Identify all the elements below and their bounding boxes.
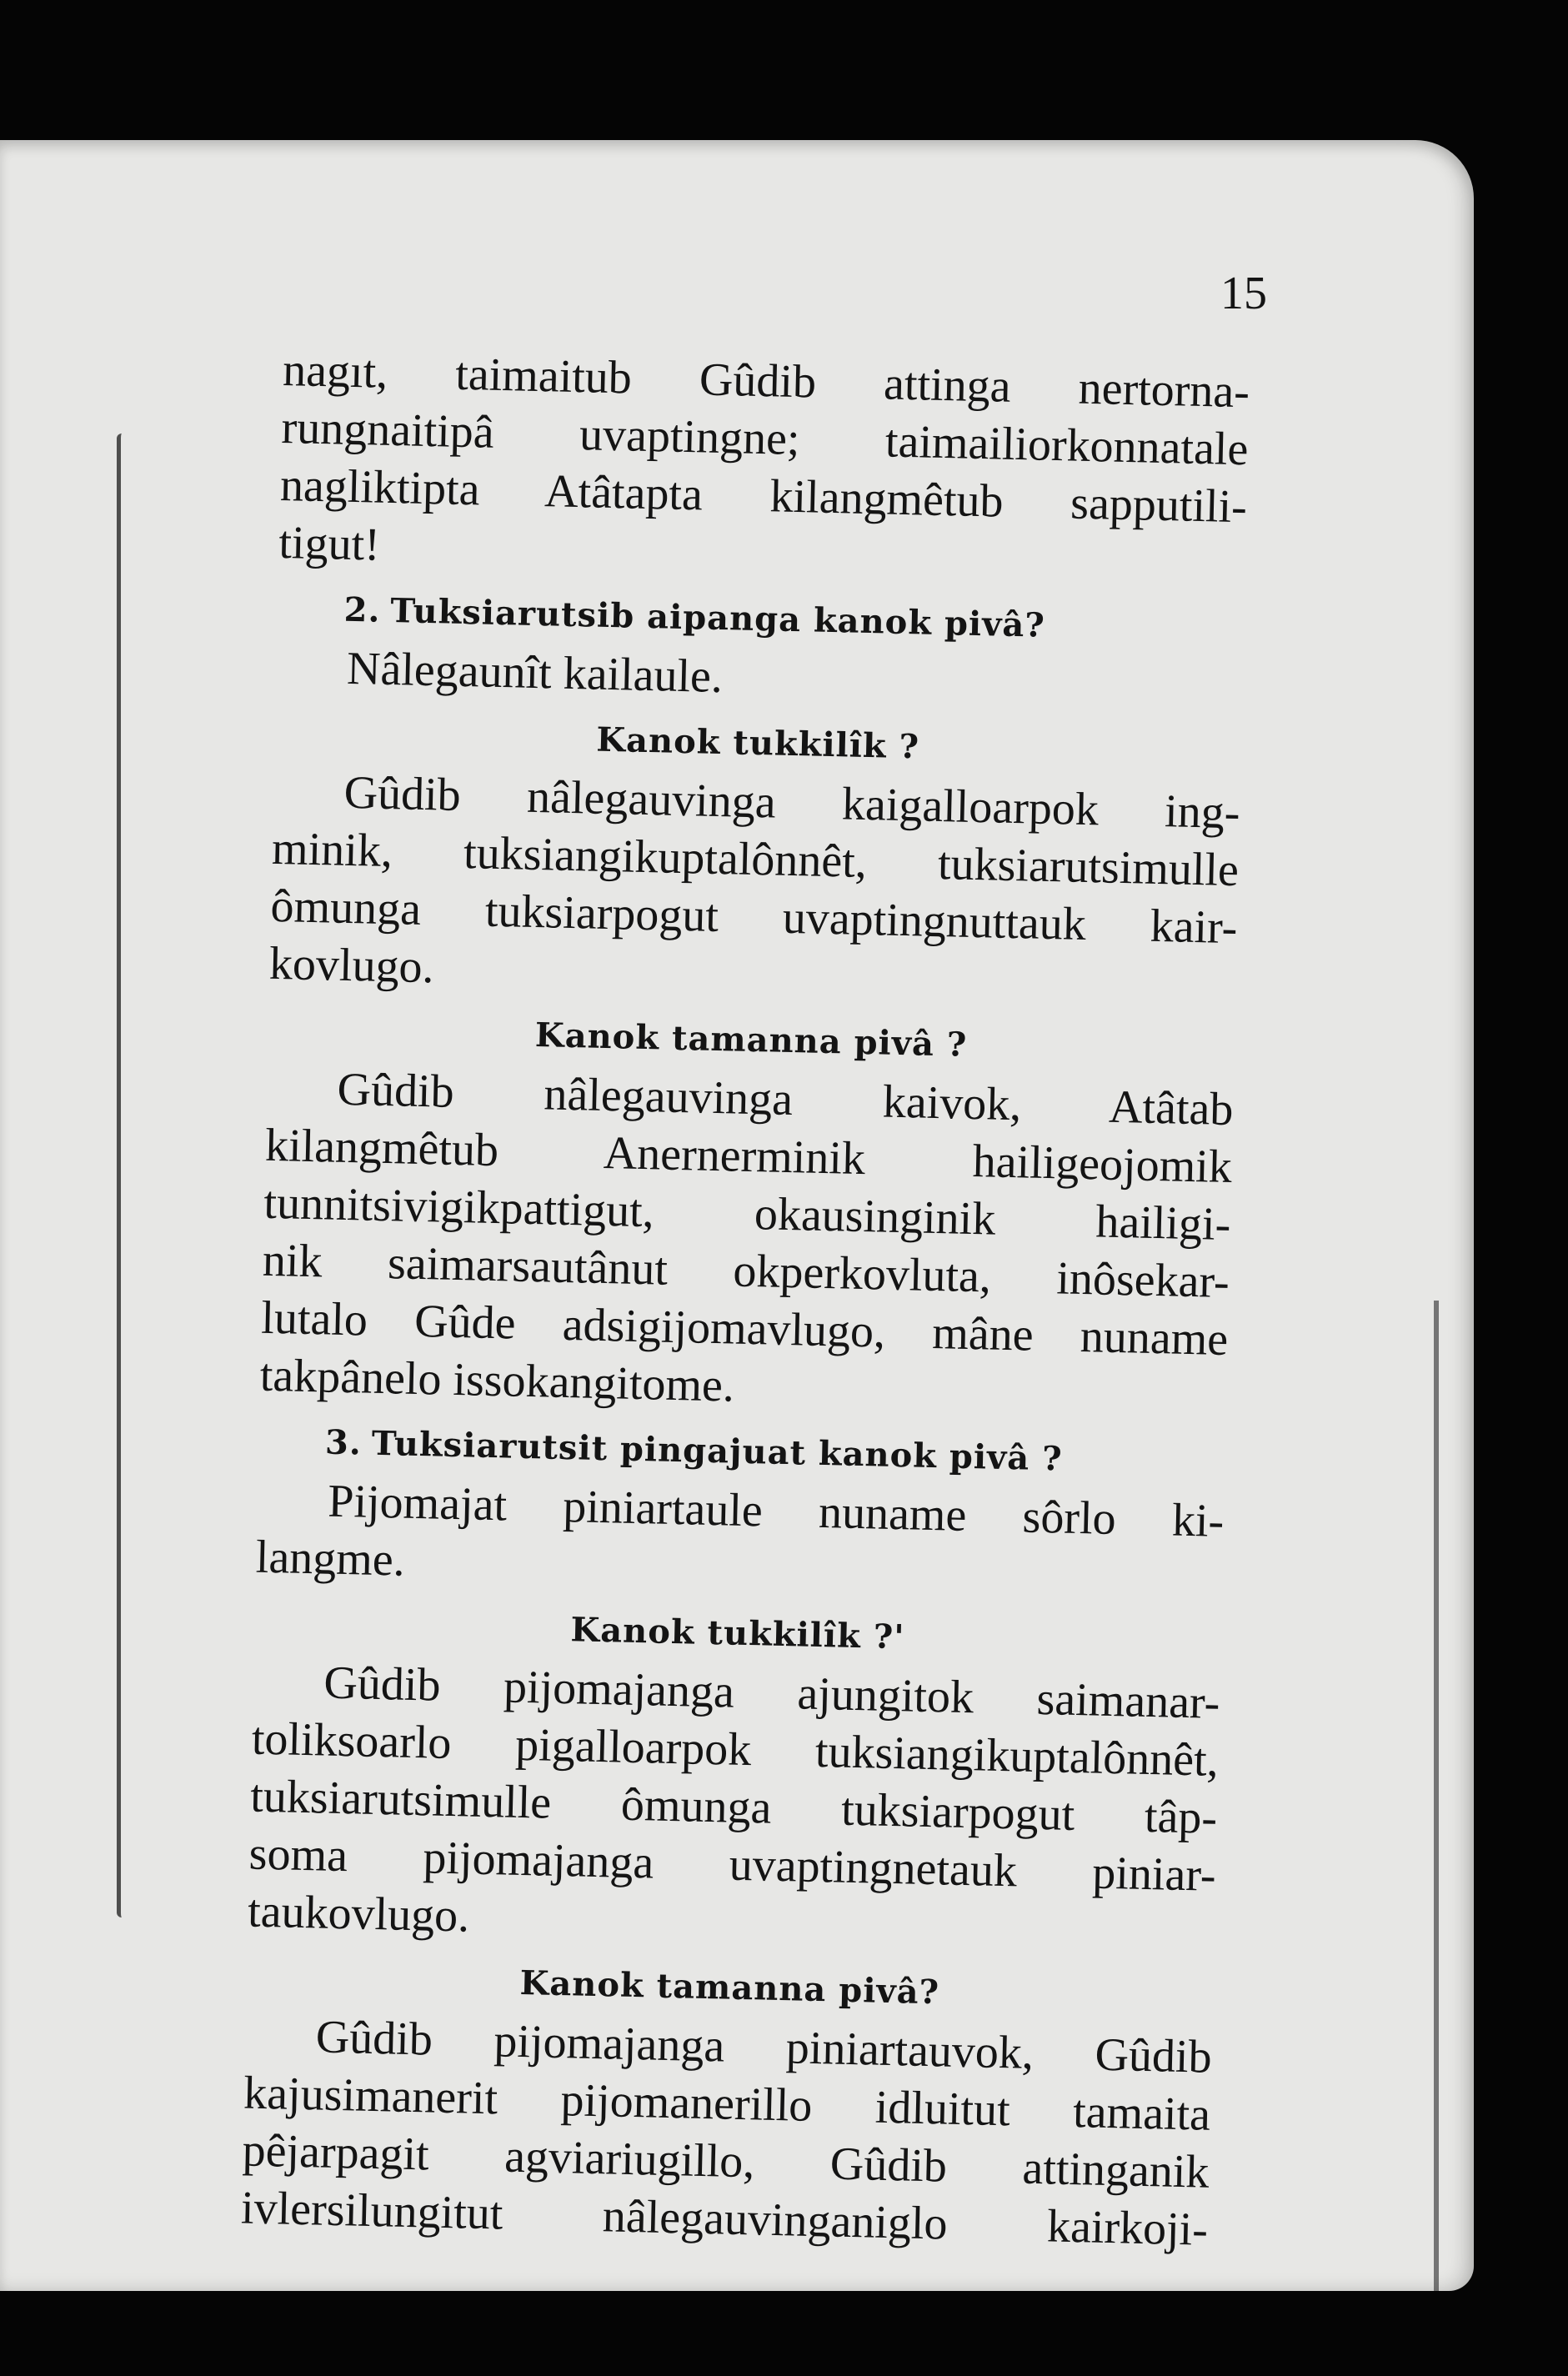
text-line: takpânelo issokangitome. <box>259 1349 735 1412</box>
subquestion-heading: Kanok tukkilîk ?' <box>570 1610 905 1657</box>
answer-paragraph <box>275 639 1243 718</box>
text-line: lutalo Gûde adsigijomavlugo, mâne nuname <box>260 1291 1229 1366</box>
text-line: Gûdib pijomajanga ajungitok saimanar- <box>323 1657 1220 1729</box>
text-line: nagıt, taimaitub Gûdib attinga nertorna- <box>282 343 1250 419</box>
text-line: tunnitsivigikpattigut, okausinginik hailigi- <box>263 1176 1231 1251</box>
question-text: Tuksiarutsib aipanga kanok pivâ? <box>389 591 1046 645</box>
text-line: Gûdib pijomajanga piniartauvok, Gûdib <box>315 2011 1213 2083</box>
page-number: 15 <box>1220 268 1267 319</box>
text-line: pêjarpagit agviariugillo, Gûdib attinganik <box>242 2124 1210 2198</box>
text-line: Nâlegaunît kailaule. <box>346 642 724 704</box>
text-line: rungnaitipâ uvaptingne; taimailiorkonnatale <box>280 401 1250 476</box>
text-line: tuksiarutsimulle ômunga tuksiarpogut tâp- <box>249 1770 1218 1844</box>
text-line: kajusimanerit pijomanerillo idluitut tamaita <box>243 2067 1211 2141</box>
page-edge-shadow-left <box>117 434 136 1917</box>
text-line: ômunga tuksiarpogut uvaptingnuttauk kair- <box>269 880 1239 955</box>
subquestion-heading: Kanok tamanna pivâ? <box>519 1962 940 2013</box>
text-line: Pijomajat piniartaule nuname sôrlo ki- <box>327 1475 1225 1547</box>
text-line: kovlugo. <box>268 937 435 994</box>
text-line: tigut! <box>278 516 381 571</box>
text-line: ivlersilungitut nâlegauvinganiglo kairkoji- <box>240 2182 1209 2256</box>
text-line: taukovlugo. <box>247 1885 470 1942</box>
page-text <box>240 342 1250 2259</box>
scan-background-bottom <box>0 2291 1568 2376</box>
subquestion-heading: Kanok tamanna pivâ ? <box>534 1015 968 1065</box>
text-line: toliksoarlo pigalloarpok tuksiangikuptalônnêt, <box>251 1712 1220 1787</box>
paragraph <box>240 2007 1212 2258</box>
paragraph <box>268 763 1240 1015</box>
paragraph <box>259 1060 1234 1426</box>
text-line: Gûdib nâlegauvinga kaigalloarpok ing- <box>343 766 1241 840</box>
text-line: soma pijomajanga uvaptingnetauk piniar- <box>248 1827 1217 1902</box>
question-number: 2. <box>343 589 382 630</box>
page-edge-shadow-right <box>1417 1301 1439 2301</box>
text-line: nagliktipta Atâtapta kilangmêtub sapputili- <box>279 459 1248 534</box>
paragraph <box>278 342 1250 594</box>
text-line: Gûdib nâlegauvinga kaivok, Atâtab <box>336 1063 1235 1136</box>
subquestion-heading: Kanok tukkilîk ? <box>595 719 920 767</box>
text-line: kilangmêtub Anernerminik hailigeojomik <box>264 1119 1233 1194</box>
paragraph <box>255 1471 1225 1608</box>
paragraph <box>247 1653 1220 1962</box>
question-number: 3. <box>324 1422 363 1463</box>
text-line: nik saimarsautânut okperkovluta, inôsekar- <box>262 1234 1230 1309</box>
text-line: langme. <box>255 1531 406 1587</box>
text-line: minik, tuksiangikuptalônnêt, tuksiarutsimulle <box>271 822 1240 897</box>
question-text: Tuksiarutsit pingajuat kanok pivâ ? <box>371 1423 1064 1479</box>
